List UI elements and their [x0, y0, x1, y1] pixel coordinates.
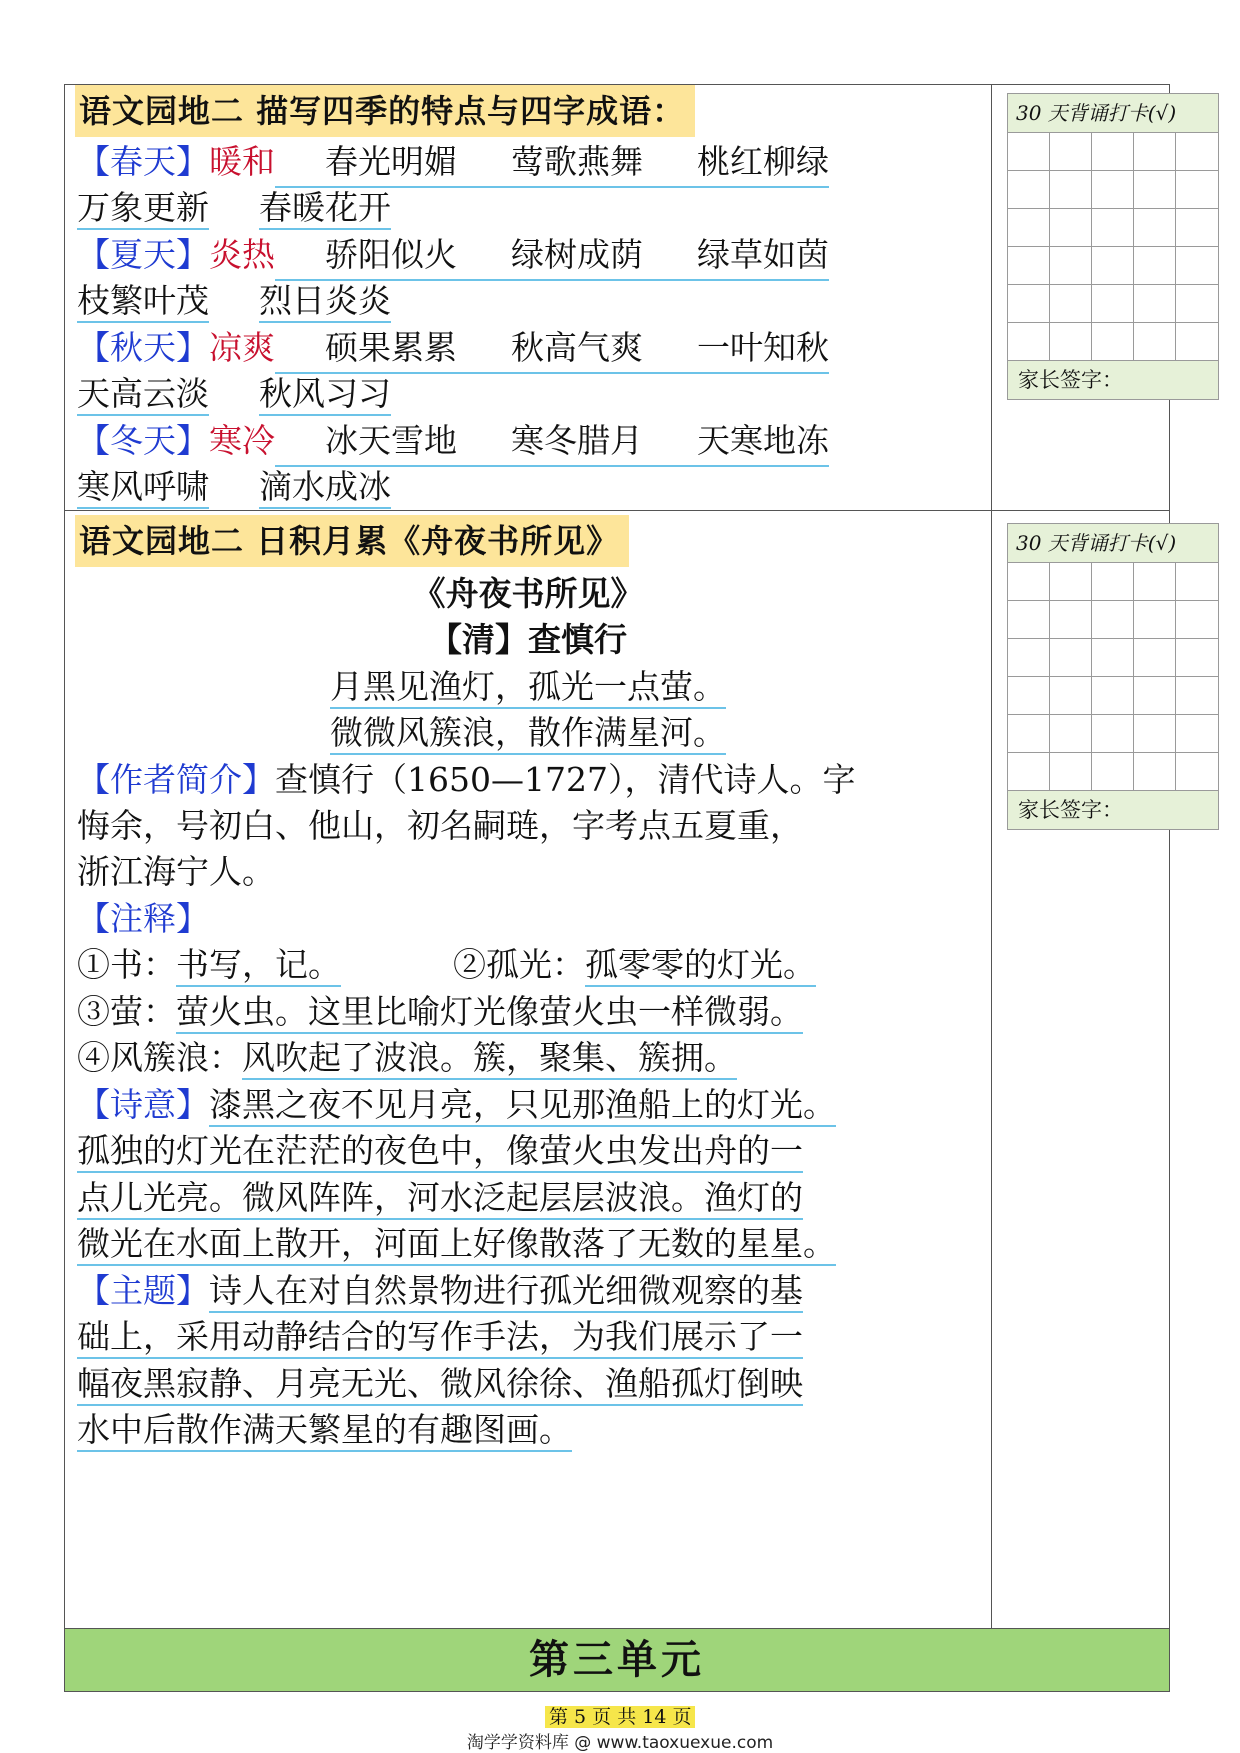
note-text: 书写，记。 — [176, 945, 341, 987]
author-intro-text: 查慎行（1650—1727），清代诗人。字 — [275, 760, 856, 799]
checkin-header: 30 天背诵打卡(√) — [1008, 524, 1218, 563]
season-line — [77, 185, 391, 231]
meaning-line — [77, 1082, 836, 1128]
checkin-grid[interactable] — [1008, 133, 1218, 361]
meaning-line — [77, 1175, 803, 1221]
idiom: 天高云淡 — [77, 374, 209, 416]
season-line — [77, 139, 829, 185]
verse-text: 微微风簇浪，散作满星河。 — [330, 713, 726, 755]
poem-author: 【清】查慎行 — [429, 620, 627, 659]
idiom: 冰天雪地 — [275, 418, 457, 467]
meaning-text: 点儿光亮。微风阵阵，河水泛起层层波浪。渔灯的 — [77, 1178, 803, 1220]
parent-signature-label: 家长签字： — [1008, 361, 1218, 399]
idiom: 万象更新 — [77, 188, 209, 230]
meaning-text: 微光在水面上散开，河面上好像散落了无数的星星。 — [77, 1224, 836, 1266]
idiom: 寒风呼啸 — [77, 467, 209, 509]
checkin-header: 30 天背诵打卡(√) — [1008, 94, 1218, 133]
idiom: 春光明媚 — [275, 139, 457, 188]
checkin-box — [1007, 93, 1219, 400]
note-text: 孤零零的灯光。 — [585, 945, 816, 987]
section-divider — [65, 510, 1169, 511]
meaning-line — [77, 1221, 836, 1267]
checkin-grid[interactable] — [1008, 563, 1218, 791]
author-intro-line — [77, 757, 855, 803]
section1-title: 语文园地二 描写四季的特点与四字成语： — [75, 85, 695, 137]
season-line — [77, 232, 829, 278]
season-feature: 寒冷 — [209, 421, 275, 460]
theme-line — [77, 1361, 803, 1407]
page-table — [64, 84, 1177, 1692]
theme-text: 础上，采用动静结合的写作手法，为我们展示了一 — [77, 1317, 803, 1359]
season-line — [77, 278, 391, 324]
theme-line — [77, 1407, 572, 1453]
idiom: 枝繁叶茂 — [77, 281, 209, 323]
poem-verse — [65, 664, 991, 710]
idiom: 天寒地冻 — [643, 418, 829, 467]
season-feature: 凉爽 — [209, 328, 275, 367]
season-line — [77, 464, 391, 510]
idiom: 绿草如茵 — [643, 232, 829, 281]
note-text: 萤火虫。这里比喻灯光像萤火虫一样微弱。 — [176, 992, 803, 1034]
page-number: 第 5 页 共 14 页 — [545, 1706, 695, 1728]
idiom: 秋风习习 — [259, 374, 391, 416]
season-line — [77, 418, 829, 464]
idiom: 春暖花开 — [259, 188, 391, 230]
idiom: 秋高气爽 — [457, 325, 643, 374]
checkin-box — [1007, 523, 1219, 830]
column-divider — [991, 85, 992, 1630]
note-label: ③萤： — [77, 992, 176, 1031]
idiom: 滴水成冰 — [259, 467, 391, 509]
section2-title: 语文园地二 日积月累《舟夜书所见》 — [75, 515, 629, 567]
note-label: ②孤光： — [453, 945, 585, 984]
season-label: 【夏天】 — [77, 235, 209, 274]
note-text: 风吹起了波浪。簇，聚集、簇拥。 — [242, 1038, 737, 1080]
author-intro-label: 【作者简介】 — [77, 760, 275, 799]
theme-text: 诗人在对自然景物进行孤光细微观察的基 — [209, 1271, 803, 1313]
season-label: 【春天】 — [77, 142, 209, 181]
note-line — [77, 942, 816, 988]
meaning-line — [77, 1128, 803, 1174]
season-feature: 暖和 — [209, 142, 275, 181]
theme-line — [77, 1314, 803, 1360]
idiom: 寒冬腊月 — [457, 418, 643, 467]
idiom: 烈日炎炎 — [259, 281, 391, 323]
notes-label: 【注释】 — [77, 899, 209, 938]
note-label: ①书： — [77, 945, 176, 984]
note-line — [77, 1035, 737, 1081]
poem-verse — [65, 710, 991, 756]
meaning-text: 漆黑之夜不见月亮，只见那渔船上的灯光。 — [209, 1085, 836, 1127]
theme-text: 幅夜黑寂静、月亮无光、微风徐徐、渔船孤灯倒映 — [77, 1364, 803, 1406]
theme-label: 【主题】 — [77, 1271, 209, 1310]
idiom: 绿树成荫 — [457, 232, 643, 281]
idiom: 桃红柳绿 — [643, 139, 829, 188]
theme-text: 水中后散作满天繁星的有趣图画。 — [77, 1410, 572, 1452]
idiom: 莺歌燕舞 — [457, 139, 643, 188]
season-line — [77, 325, 829, 371]
meaning-text: 孤独的灯光在茫茫的夜色中，像萤火虫发出舟的一 — [77, 1131, 803, 1173]
idiom: 硕果累累 — [275, 325, 457, 374]
theme-line — [77, 1268, 803, 1314]
verse-text: 月黑见渔灯，孤光一点萤。 — [330, 667, 726, 709]
watermark: 淘学学资料库 @ www.taoxuexue.com — [466, 1733, 774, 1753]
season-label: 【冬天】 — [77, 421, 209, 460]
author-intro-text: 悔余，号初白、他山，初名嗣琏，字考点五夏重， — [77, 806, 803, 845]
idiom: 骄阳似火 — [275, 232, 457, 281]
note-line — [77, 989, 803, 1035]
season-label: 【秋天】 — [77, 328, 209, 367]
author-intro-text: 浙江海宁人。 — [77, 852, 275, 891]
parent-signature-label: 家长签字： — [1008, 791, 1218, 829]
poem-title: 《舟夜书所见》 — [412, 574, 644, 613]
meaning-label: 【诗意】 — [77, 1085, 209, 1124]
idiom: 一叶知秋 — [643, 325, 829, 374]
unit-banner: 第三单元 — [65, 1628, 1169, 1691]
note-label: ④风簇浪： — [77, 1038, 242, 1077]
season-feature: 炎热 — [209, 235, 275, 274]
season-line — [77, 371, 391, 417]
